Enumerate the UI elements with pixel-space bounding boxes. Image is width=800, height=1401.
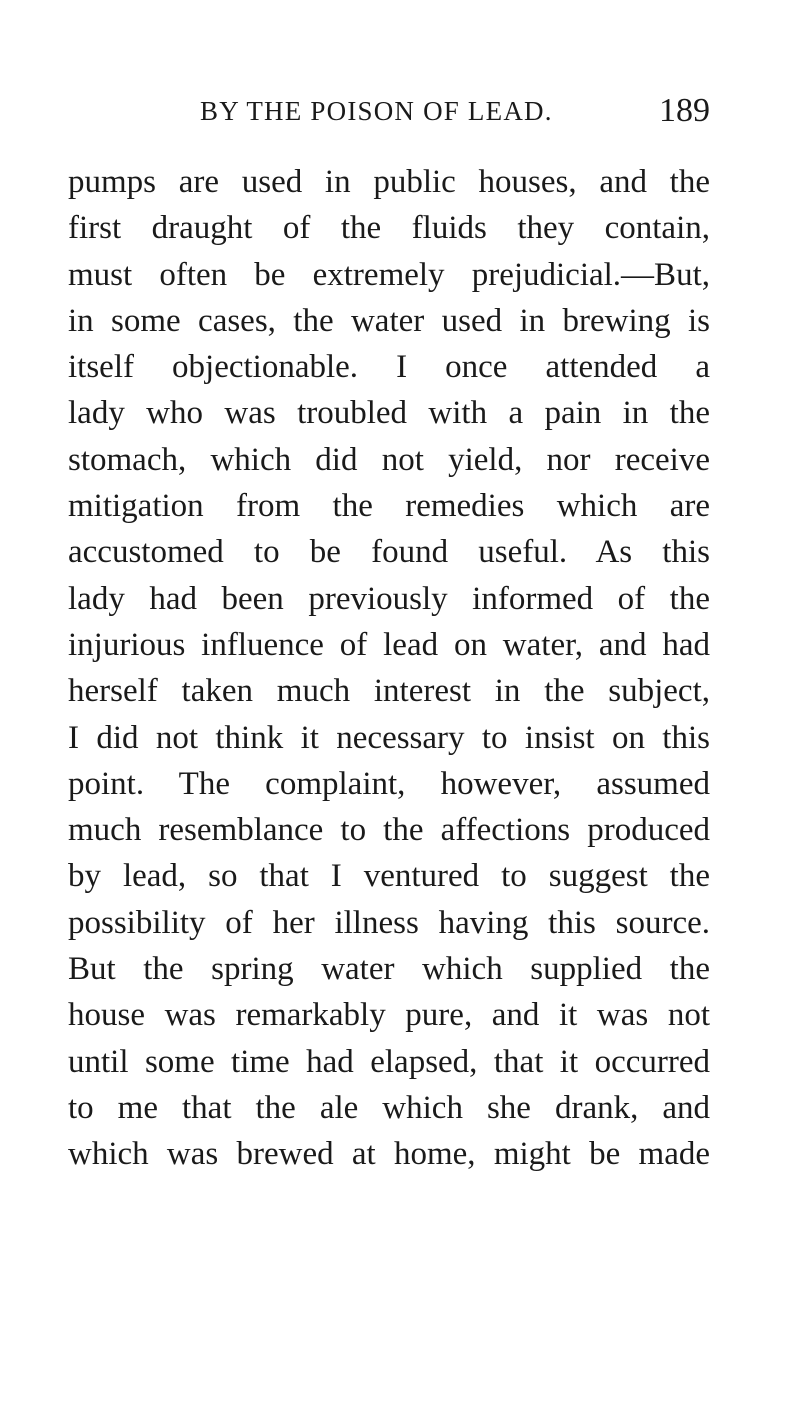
text-line: first draught of the fluids they contain, (68, 210, 710, 247)
text-line: must often be extremely prejudicial.—But, (68, 256, 710, 293)
text-line: point. The complaint, however, assumed (68, 765, 710, 802)
page-number: 189 (659, 92, 710, 129)
running-title: BY THE POISON OF LEAD. (200, 96, 553, 126)
text-line: stomach, which did not yield, nor receive (68, 441, 710, 478)
text-line: by lead, so that I ventured to suggest the (68, 858, 710, 895)
text-line: itself objectionable. I once attended a (68, 349, 710, 386)
text-line: But the spring water which supplied the (68, 951, 710, 988)
text-line: lady had been previously informed of the (68, 580, 710, 617)
text-line: in some cases, the water used in brewing is (68, 302, 710, 339)
text-line: mitigation from the remedies which are (68, 488, 710, 525)
text-line: until some time had elapsed, that it occurred (68, 1043, 710, 1080)
text-line: to me that the ale which she drank, and (68, 1089, 710, 1126)
text-line: I did not think it necessary to insist on this (68, 719, 710, 756)
text-line: house was remarkably pure, and it was not (68, 997, 710, 1034)
text-line: injurious influence of lead on water, and had (68, 626, 710, 663)
text-line: much resemblance to the affections produced (68, 812, 710, 849)
text-line: lady who was troubled with a pain in the (68, 395, 710, 432)
text-line: accustomed to be found useful. As this (68, 534, 710, 571)
text-line: pumps are used in public houses, and the (68, 164, 710, 200)
body-paragraph (68, 159, 710, 1178)
text-line: herself taken much interest in the subject, (68, 673, 710, 710)
running-head (200, 86, 710, 136)
text-line: possibility of her illness having this source. (68, 904, 710, 941)
text-line: which was brewed at home, might be made (68, 1136, 710, 1173)
